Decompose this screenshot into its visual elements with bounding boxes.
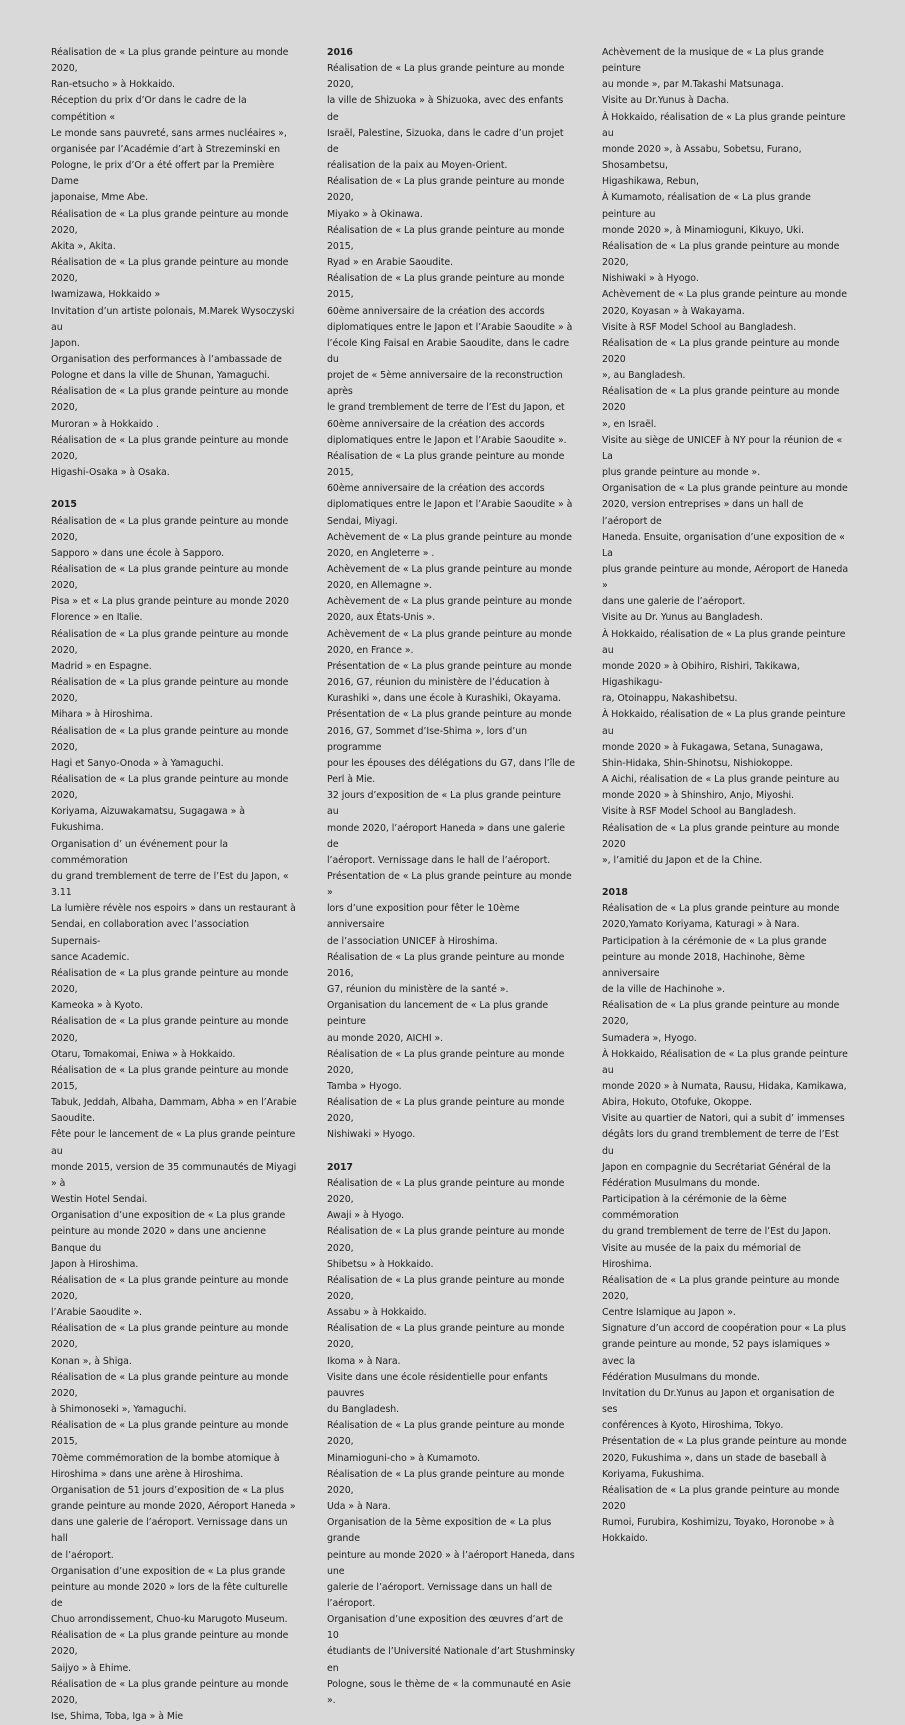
entry-item: Réalisation de « La plus grande peinture au monde 2015, Ryad » en Arabie Saoudite. — [327, 224, 565, 269]
entry-item: Réalisation de « La plus grande peinture au monde 2020, Hagi et Sanyo-Onoda » à Yamaguchi. — [51, 725, 289, 769]
year-section — [327, 1160, 575, 1709]
entry-item: Réalisation de « La plus grande peinture au monde 2020, Sumadera », Hyogo. — [602, 1000, 840, 1044]
entry-item: À Hokkaido, Réalisation de « La plus grande peinture au monde 2020 » à Numata, Rausu, Hidaka, Kamikawa, Abira, Hokuto, Otofuke, Okoppe. — [602, 1048, 848, 1109]
entry-item: Réalisation de « La plus grande peinture au monde 2016, G7, réunion du ministère de la santé ». — [327, 951, 565, 996]
entry-item: Présentation de « La plus grande peinture au monde » lors d’une exposition pour fêter le 10ème anniversaire de l’association UNICEF à Hiroshima. — [327, 870, 572, 947]
entry-item: Réalisation de « La plus grande peinture au monde 2020, à Shimonoseki », Yamaguchi. — [51, 1371, 289, 1416]
entry-item: Participation à la cérémonie de « La plus grande peinture au monde 2018, Hachinohe, 8ème anniversaire de la ville de Hachinohe ». — [602, 935, 827, 996]
entry-item: Fête pour le lancement de « La plus grande peinture au monde 2015, version de 35 communautés de Miyagi » à Westin Hotel Sendai. — [51, 1129, 297, 1206]
entry-item: Réalisation de « La plus grande peinture au monde 2020, Nishiwaki » Hyogo. — [327, 1097, 565, 1141]
entry-item: Réalisation de « La plus grande peinture au monde 2020, Sapporo » dans une école à Sapporo. — [51, 515, 289, 559]
entry-item: À Hokkaido, réalisation de « La plus grande peinture au monde 2020 » à Fukagawa, Setana, Sunagawa, Shin-Hidaka, Shin-Shinotsu, Nishiokoppe. — [602, 709, 846, 769]
entry-item: Achèvement de la musique de « La plus grande peinture au monde », par M.Takashi Matsunaga. — [602, 47, 824, 91]
entry-item: Présentation de « La plus grande peinture au monde 2020, Fukushima », dans un stade de baseball à Koriyama, Fukushima. — [602, 1436, 847, 1480]
year-heading: 2018 — [602, 887, 628, 899]
entry-item: Réalisation de « La plus grande peinture au monde 2020, Centre Islamique au Japon ». — [602, 1274, 840, 1319]
entry-item: Organisation du lancement de « La plus grande peinture au monde 2020, AICHI ». — [327, 1000, 549, 1044]
year-section — [602, 45, 850, 869]
entry-item: Organisation de « La plus grande peinture au monde 2020, version entreprises » dans un hall de l’aéroport de Haneda. Ensuite, organisation d’une exposition de « La plus grande peinture au monde, Aéroport de Haneda » dans une galerie de l’aéroport. — [602, 483, 849, 608]
entry-item: Organisation d’une exposition des œuvres d’art de 10 étudiants de l’Université Nationale d’art Stushminsky en Pologne, sous le thème de « la communauté en Asie ». — [327, 1614, 575, 1706]
entry-item: Organisation d’une exposition de « La plus grande peinture au monde 2020 » dans une ancienne Banque du Japon à Hiroshima. — [51, 1210, 286, 1270]
entry-item: Signature d’un accord de coopération pour « La plus grande peinture au monde, 52 pays islamiques » avec la Fédération Musulmans du monde. — [602, 1323, 846, 1383]
entry-item: Réalisation de « La plus grande peinture au monde 2020, Akita », Akita. — [51, 208, 289, 252]
entry-item: Achèvement de « La plus grande peinture au monde 2020, en France ». — [327, 628, 572, 656]
entry-item: Réalisation de « La plus grande peinture au monde 2020, Madrid » en Espagne. — [51, 628, 289, 672]
column-1 — [51, 45, 299, 1725]
entry-item: Réalisation de « La plus grande peinture au monde 2015, 60ème anniversaire de la création des accords diplomatiques entre le Japon et l’Arabie Saoudite » à l’école King Faisal en Arabie Saoudite, dans le cadre du projet de « 5ème anniversaire de la reconstruction après le grand tremblement de terre de l’Est du Japon, et 60ème anniversaire de la création des accords diplomatiques entre le Japon et l’Arabie Saoudite ». — [327, 273, 573, 446]
entry-list — [51, 45, 299, 481]
entry-item: Visite à RSF Model School au Bangladesh. — [602, 321, 797, 333]
entry-item: Réalisation de « La plus grande peinture au monde 2020, Ran-etsucho » à Hokkaido. — [51, 47, 289, 91]
entry-item: Réalisation de « La plus grande peinture au monde 2015, 60ème anniversaire de la création des accords diplomatiques entre le Japon et l’Arabie Saoudite » à Sendai, Miyagi. — [327, 450, 573, 527]
entry-item: Visite au quartier de Natori, qui a subit d’ immenses dégâts lors du grand tremblement de terre de l’Est du Japon en compagnie du Secrétariat Général de la Fédération Musulmans du monde. — [602, 1113, 845, 1189]
year-section — [51, 497, 299, 1725]
entry-item: Achèvement de « La plus grande peinture au monde 2020, Koyasan » à Wakayama. — [602, 289, 847, 317]
year-section — [602, 885, 850, 1547]
entry-item: Réalisation de « La plus grande peinture au monde 2020, Pisa » et « La plus grande peinture au monde 2020 Florence » en Italie. — [51, 563, 289, 624]
entry-item: Réalisation de « La plus grande peinture au monde 2020, Otaru, Tomakomai, Eniwa » à Hokkaido. — [51, 1016, 289, 1060]
entry-item: Réalisation de « La plus grande peinture au monde 2020, l’Arabie Saoudite ». — [51, 1274, 289, 1319]
entry-item: Visite au Dr.Yunus à Dacha. — [602, 95, 730, 107]
entry-item: Visite au musée de la paix du mémorial de Hiroshima. — [602, 1242, 801, 1270]
entry-item: A Aichi, réalisation de « La plus grande peinture au monde 2020 » à Shinshiro, Anjo, Miyoshi. — [602, 774, 840, 802]
entry-list — [51, 514, 299, 1725]
entry-item: Réalisation de « La plus grande peinture au monde 2020, Mihara » à Hiroshima. — [51, 677, 289, 721]
entry-item: Réalisation de « La plus grande peinture au monde 2020, Tamba » Hyogo. — [327, 1048, 565, 1092]
year-section — [51, 45, 299, 481]
entry-item: Achèvement de « La plus grande peinture au monde 2020, en Allemagne ». — [327, 564, 572, 592]
entry-item: Invitation du Dr.Yunus au Japon et organisation de ses conférences à Kyoto, Hiroshima, Tokyo. — [602, 1387, 835, 1432]
entry-item: 32 jours d’exposition de « La plus grande peinture au monde 2020, l’aéroport Haneda » dans une galerie de l’aéroport. Vernissage dans le hall de l’aéroport. — [327, 790, 565, 866]
entry-list — [602, 901, 850, 1547]
entry-item: Réalisation de « La plus grande peinture au monde 2020, Konan », à Shiga. — [51, 1323, 289, 1367]
entry-item: Réalisation de « La plus grande peinture au monde 2015, Tabuk, Jeddah, Albaha, Dammam, Abha » en l’Arabie Saoudite. — [51, 1064, 297, 1125]
entry-list — [602, 45, 850, 869]
entry-item: Achèvement de « La plus grande peinture au monde 2020, aux États-Unis ». — [327, 596, 572, 624]
entry-item: À Hokkaido, réalisation de « La plus grande peinture au monde 2020 », à Assabu, Sobetsu, Furano, Shosambetsu, Higashikawa, Rebun, — [602, 111, 846, 188]
entry-item: À Hokkaido, réalisation de « La plus grande peinture au monde 2020 » à Obihiro, Rishiri, Takikawa, Higashikagu- ra, Otoinappu, Nakashibetsu. — [602, 628, 846, 705]
entry-item: Organisation d’ un événement pour la commémoration du grand tremblement de terre de l’Est du Japon, « 3.11 La lumière révèle nos espoirs » dans un restaurant à Sendai, en collaboration avec l’association Supernais- sance Academic. — [51, 838, 296, 963]
year-heading: 2016 — [327, 47, 353, 58]
entry-item: Invitation d’un artiste polonais, M.Marek Wysoczyski au Japon. — [51, 305, 295, 349]
entry-item: Réalisation de « La plus grande peinture au monde 2020, Miyako » à Okinawa. — [327, 176, 565, 220]
entry-item: Visite à RSF Model School au Bangladesh. — [602, 806, 797, 818]
column-3 — [602, 45, 850, 1548]
entry-item: Réalisation de « La plus grande peinture au monde 2020, Iwamizawa, Hokkaido » — [51, 257, 289, 301]
entry-item: Réalisation de « La plus grande peinture au monde 2020, Ise, Shima, Toba, Iga » à Mie — [51, 1678, 289, 1723]
entry-item: Réalisation de « La plus grande peinture au monde 2020 », l’amitié du Japon et de la Chine. — [602, 822, 840, 866]
entry-item: Réalisation de « La plus grande peinture au monde 2020 », au Bangladesh. — [602, 337, 840, 382]
entry-item: Réalisation de « La plus grande peinture au monde 2020, Kameoka » à Kyoto. — [51, 967, 289, 1012]
year-heading: 2015 — [51, 499, 77, 511]
entry-item: Présentation de « La plus grande peinture au monde 2016, G7, Sommet d’Ise-Shima », lors d’un programme pour les épouses des délégations du G7, dans l’île de Perl à Mie. — [327, 709, 575, 786]
entry-item: Réalisation de « La plus grande peinture au monde 2020, la ville de Shizuoka » à Shizuoka, avec des enfants de Israël, Palestine, Sizuoka, dans le cadre d’un projet de réalisation de la paix au Moyen-Orient. — [327, 63, 565, 172]
entry-item: Réalisation de « La plus grande peinture au monde 2015, 70ème commémoration de la bombe atomique à Hiroshima » dans une arène à Hiroshima. — [51, 1420, 289, 1480]
entry-item: Organisation de 51 jours d’exposition de « La plus grande peinture au monde 2020, Aéroport Haneda » dans une galerie de l’aéroport. Vernissage dans un hall de l’aéroport. — [51, 1484, 296, 1561]
entry-item: Participation à la cérémonie de la 6ème commémoration du grand tremblement de terre de l’Est du Japon. — [602, 1194, 831, 1238]
entry-item: Achèvement de « La plus grande peinture au monde 2020, en Angleterre » . — [327, 531, 572, 559]
entry-item: Organisation d’une exposition de « La plus grande peinture au monde 2020 » lors de la fête culturelle de Chuo arrondissement, Chuo-ku Marugoto Museum. — [51, 1565, 288, 1626]
entry-item: Réalisation de « La plus grande peinture au monde 2020 Rumoi, Furubira, Koshimizu, Toyako, Horonobe » à Hokkaido. — [602, 1484, 840, 1545]
entry-item: Présentation de « La plus grande peinture au monde 2016, G7, réunion du ministère de l’éducation à Kurashiki », dans une école à Kurashiki, Okayama. — [327, 660, 572, 705]
entry-item: Réalisation de « La plus grande peinture au monde 2020, Shibetsu » à Hokkaido. — [327, 1226, 565, 1270]
entry-item: Réalisation de « La plus grande peinture au monde 2020 », en Israël. — [602, 386, 840, 430]
entry-item: Réalisation de « La plus grande peinture au monde 2020, Uda » à Nara. — [327, 1468, 565, 1513]
entry-item: À Kumamoto, réalisation de « La plus grande peinture au monde 2020 », à Minamioguni, Kikuyo, Uki. — [602, 192, 811, 236]
entry-item: Réalisation de « La plus grande peinture au monde 2020, Higashi-Osaka » à Osaka. — [51, 434, 289, 479]
year-heading: 2017 — [327, 1161, 353, 1173]
entry-item: Visite au siège de UNICEF à NY pour la réunion de « La plus grande peinture au monde ». — [602, 434, 843, 479]
entry-item: Réalisation de « La plus grande peinture au monde 2020, Saijyo » à Ehime. — [51, 1630, 289, 1674]
entry-item: Organisation de la 5ème exposition de « La plus grande peinture au monde 2020 » à l’aéroport Haneda, dans une galerie de l’aéroport. Vernissage dans un hall de l’aéroport. — [327, 1517, 575, 1609]
section-spacer — [602, 869, 850, 885]
entry-item: Réalisation de « La plus grande peinture au monde 2020, Assabu » à Hokkaido. — [327, 1274, 565, 1319]
entry-item: Réalisation de « La plus grande peinture au monde 2020, Minamioguni-cho » à Kumamoto. — [327, 1420, 565, 1464]
entry-item: Réception du prix d’Or dans le cadre de la compétition « Le monde sans pauvreté, sans armes nucléaires », organisée par l’Académie d’art à Strezeminski en Pologne, le prix d’Or a été offert par la Première Dame japonaise, Mme Abe. — [51, 95, 287, 204]
entry-list — [327, 61, 575, 1143]
column-2 — [327, 45, 575, 1709]
entry-item: Réalisation de « La plus grande peinture au monde 2020, Awaji » à Hyogo. — [327, 1177, 565, 1222]
section-spacer — [327, 1144, 575, 1160]
entry-item: Réalisation de « La plus grande peinture au monde 2020, Muroran » à Hokkaido . — [51, 386, 289, 430]
entry-item: Visite au Dr. Yunus au Bangladesh. — [602, 612, 763, 624]
entry-item: Réalisation de « La plus grande peinture au monde 2020, Koriyama, Aizuwakamatsu, Sugagawa » à Fukushima. — [51, 774, 289, 834]
entry-list — [327, 1176, 575, 1709]
section-spacer — [51, 481, 299, 497]
year-section — [327, 45, 575, 1144]
entry-item: Visite dans une école résidentielle pour enfants pauvres du Bangladesh. — [327, 1371, 548, 1416]
entry-item: Réalisation de « La plus grande peinture au monde 2020, Nishiwaki » à Hyogo. — [602, 240, 840, 285]
entry-item: Réalisation de « La plus grande peinture au monde 2020, Ikoma » à Nara. — [327, 1323, 565, 1367]
entry-item: Organisation des performances à l’ambassade de Pologne et dans la ville de Shunan, Yamaguchi. — [51, 353, 282, 382]
entry-item: Réalisation de « La plus grande peinture au monde 2020,Yamato Koriyama, Katuragi » à Nara. — [602, 903, 840, 931]
